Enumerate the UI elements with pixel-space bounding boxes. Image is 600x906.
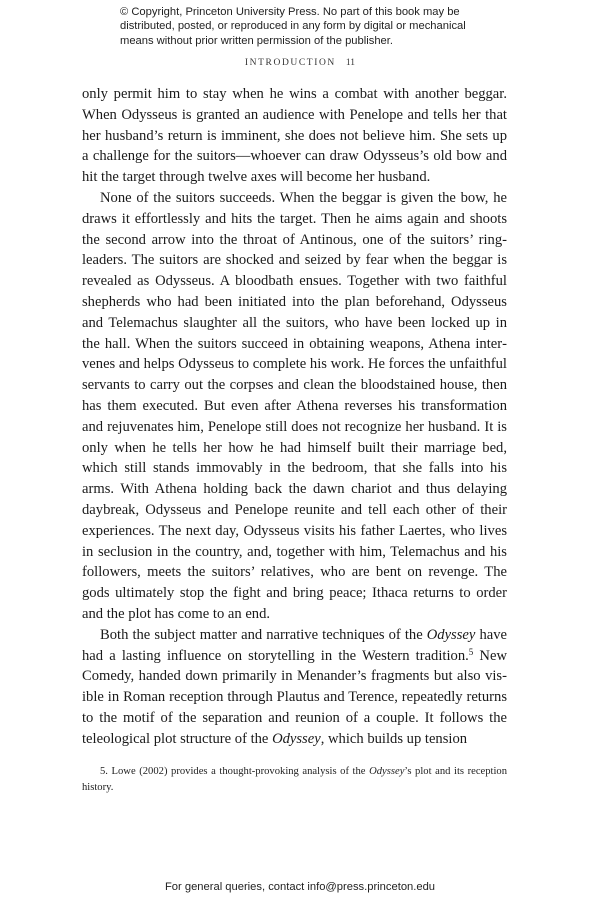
odyssey-title-2: Odyssey <box>272 730 321 747</box>
paragraph-3-text-c: New Comedy, handed down primarily in Menander’s fragments but also visible in Roman reception through Plautus and Terence, repeatedly returns to the motif of the separation and reunion of a couple. It follows the teleological plot structure of the <box>82 647 507 747</box>
main-text <box>82 84 507 750</box>
footnote-5 <box>82 764 507 796</box>
paragraph-1: only permit him to stay when he wins a combat with another beggar. When Odysseus is granted an audience with Penelope and tells her that her husband’s return is imminent, she does not believe him. She sets up a challenge for the suitors—whoever can draw Odysseus’s old bow and hit the target through twelve axes will become her husband. <box>82 86 507 186</box>
paragraph-2: None of the suitors succeeds. When the beggar is given the bow, he draws it effortlessly and hits the target. Then he aims again and shoots the second arrow into the throat of Antinous, one of the suitors’ ringleaders. The suitors are shocked and seized by fear when the beggar is revealed as Odysseus. A bloodbath ensues. Together with two faithful shepherds who had been initiated into the plan beforehand, Odysseus and Telemachus slaughter all the suitors, who have been locked up in the hall. When the suitors succeed in obtaining weapons, Athena intervenes and helps Odysseus to complete his work. He forces the unfaithful servants to carry out the corpses and clean the bloodstained house, then has them executed. But even after Athena reverses his transformation and rejuvenates him, Penelope still does not recognize her husband. It is only when he tells her how he had himself built their marriage bed, which still stands immovably in the bedroom, that she falls into his arms. With Athena holding back the dawn chariot and thus delaying daybreak, Odysseus and Penelope reunite and tell each other of their experiences. The next day, Odysseus visits his father Laertes, who lives in seclusion in the country, and, together with him, Telemachus and his followers, meets the suitors’ relatives, who are bent on revenge. The gods ultimately stop the fight and bring peace; Ithaca returns to order and the plot has come to an end. <box>82 189 507 622</box>
footnote-text-a: 5. Lowe (2002) provides a thought-provoking analysis of the <box>100 766 370 777</box>
paragraph-3-text-b: have had a lasting influence on storytelling in the Western tradition. <box>82 626 507 664</box>
paragraph-3-text-d: , which builds up tension <box>320 730 468 747</box>
running-head <box>0 58 600 68</box>
page-number: 11 <box>345 58 356 68</box>
contact-footer: For general queries, contact info@press.princeton.edu <box>164 881 436 893</box>
footnote-reference[interactable]: 5 <box>468 646 474 657</box>
running-title: INTRODUCTION <box>244 58 336 68</box>
footnote-text-b: ’s plot and its reception history. <box>82 766 507 793</box>
footnote-odyssey-title: Odyssey <box>369 766 405 777</box>
paragraph-3 <box>82 625 507 750</box>
paragraph-3-text-a: Both the subject matter and narrative techniques of the <box>100 626 427 643</box>
odyssey-title-1: Odyssey <box>426 626 476 643</box>
copyright-notice: © Copyright, Princeton University Press. No part of this book may be distributed, posted, or reproduced in any form by digital or mechanical means without prior written permission of the publisher. <box>120 6 466 47</box>
